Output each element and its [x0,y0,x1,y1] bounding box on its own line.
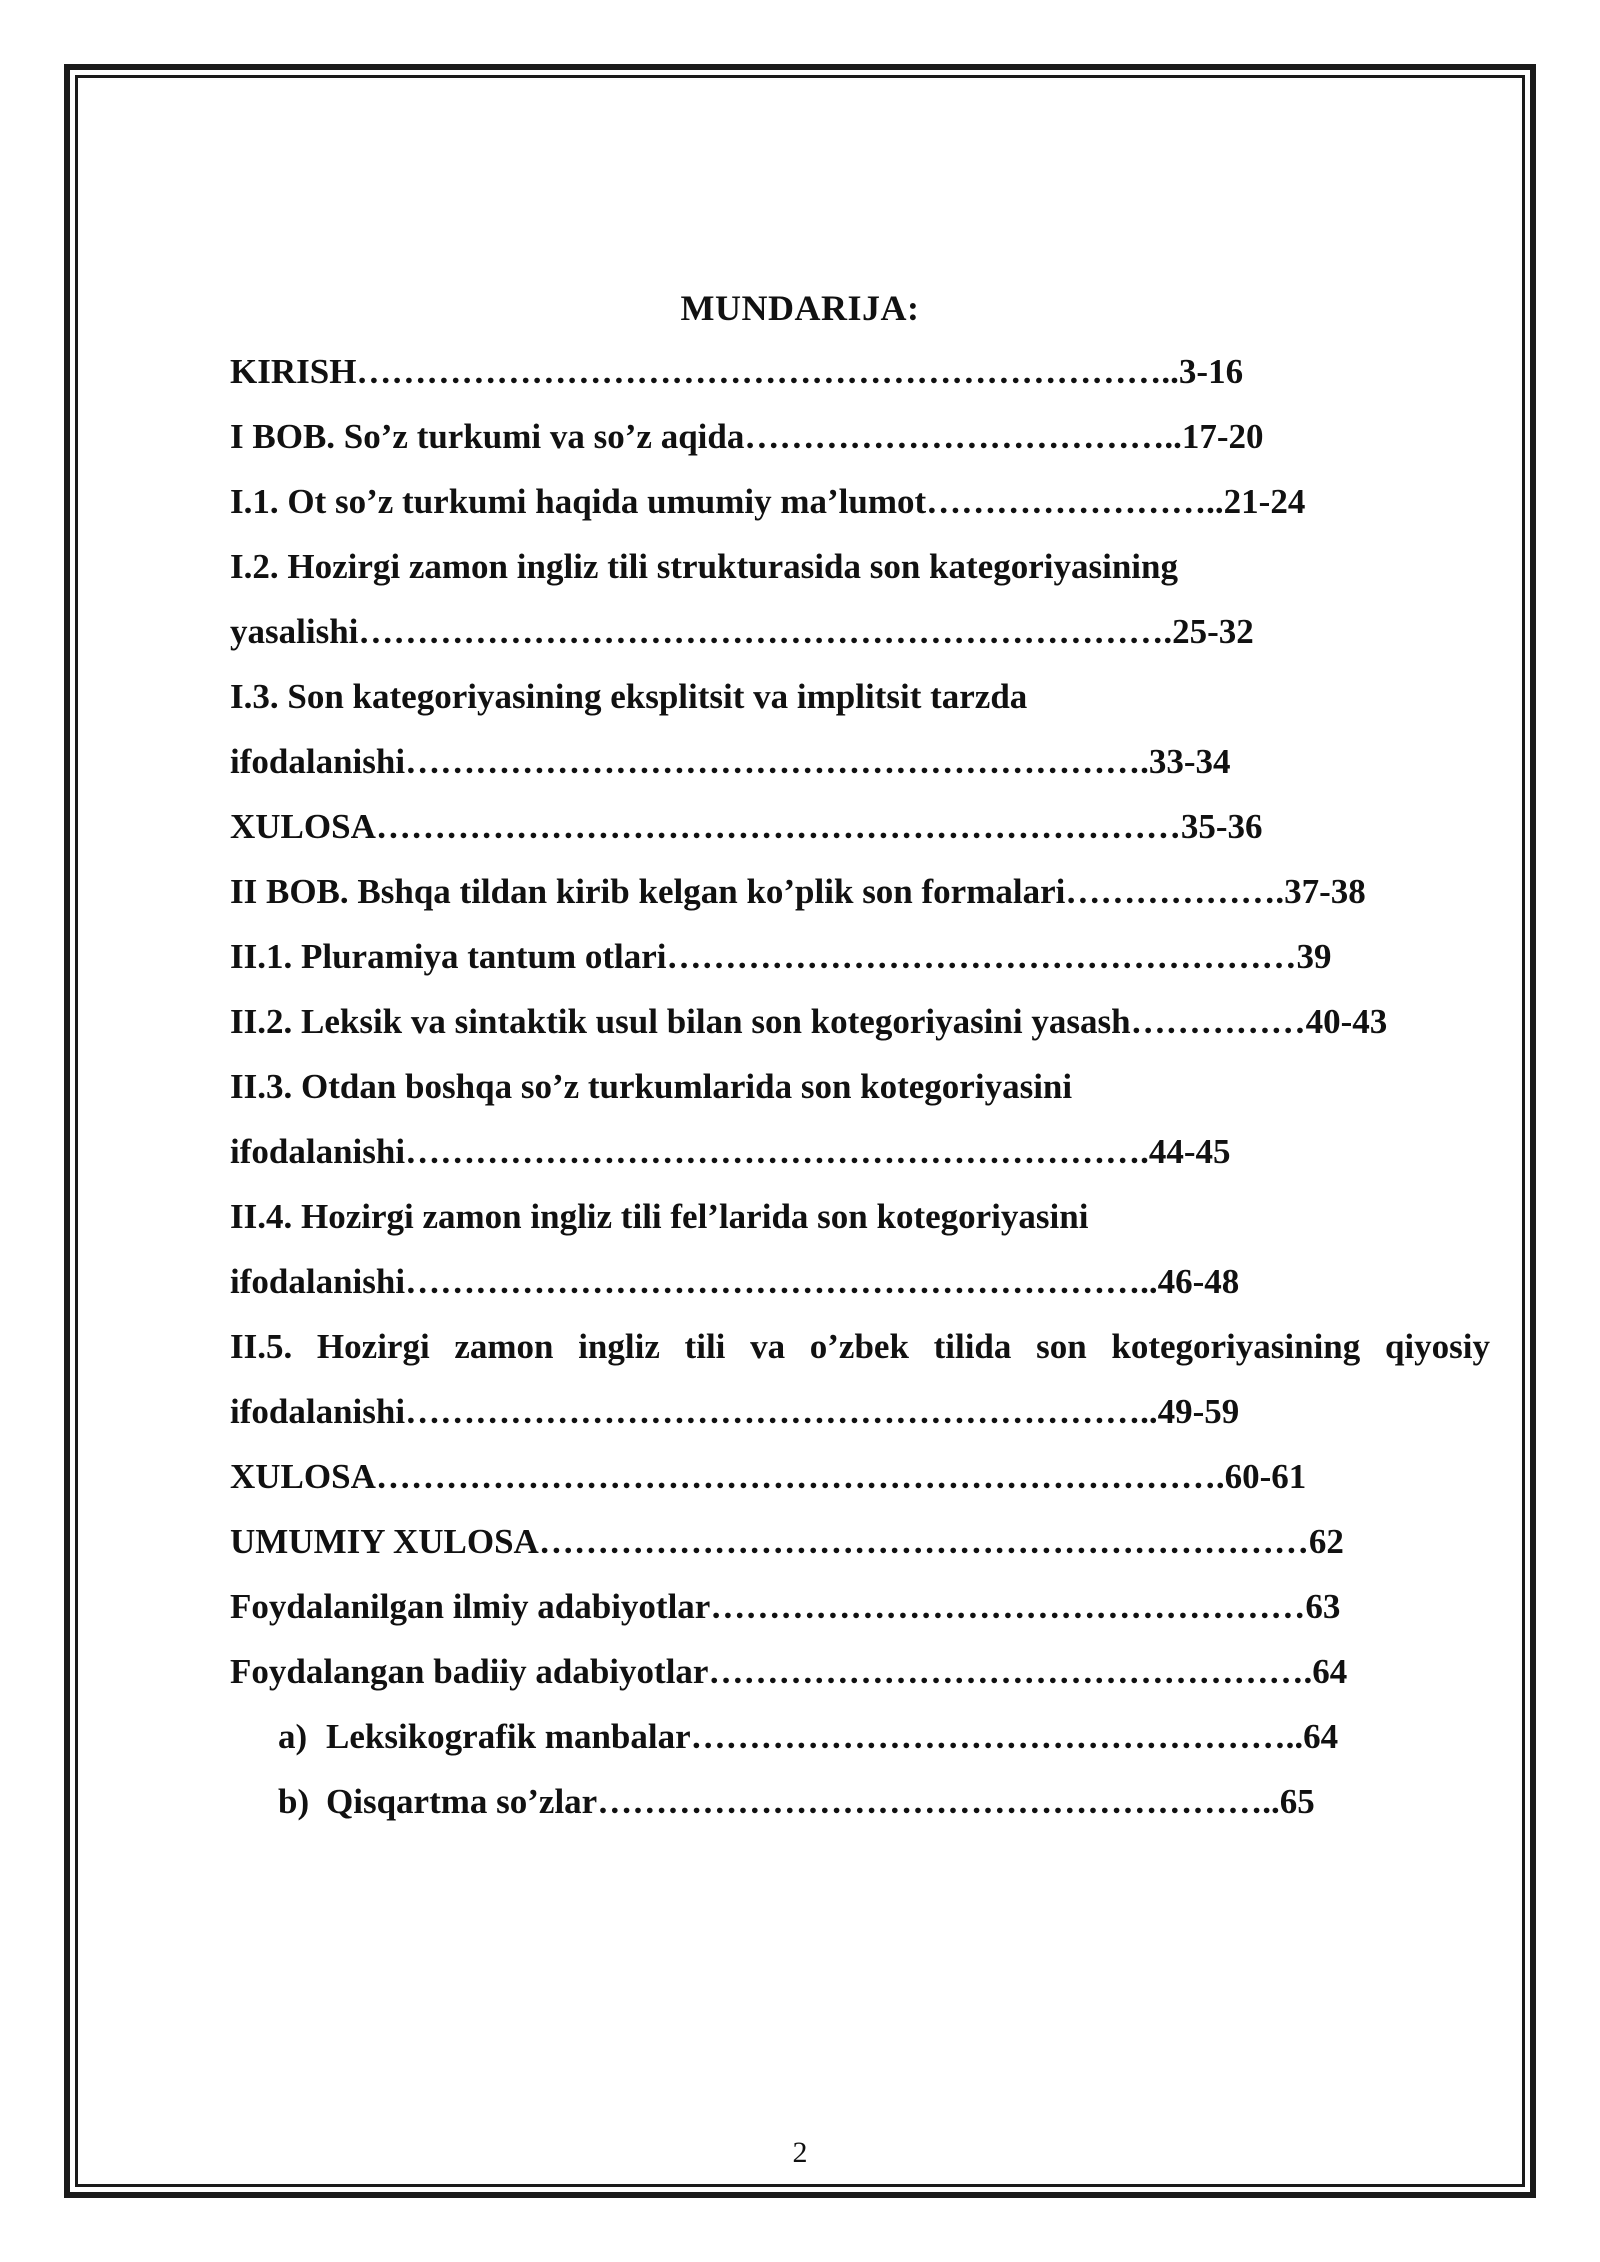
toc-subentry-abbreviations [278,1778,1315,1826]
toc-entry-section-1-1: I.1. Ot so’z turkumi haqida umumiy ma’lumot……………………..21-24 [230,482,1306,521]
toc-entry-section-2-5: II.5. Hozirgi zamon ingliz tili va o’zbek tilida son kotegoriyasining qiyosiy [230,1327,1490,1366]
toc-entry-conclusion-1: XULOSA……………………………………………………………35-36 [230,807,1263,846]
toc-entry-scientific-literature: Foydalanilgan ilmiy adabiyotlar……………………………………………63 [230,1587,1341,1626]
toc-entry-chapter-2: II BOB. Bshqa tildan kirib kelgan ko’plik son formalari……………….37-38 [230,872,1366,911]
toc-subentry-marker: a) [278,1717,308,1756]
toc-entry-section-2-1: II.1. Pluramiya tantum otlari………………………………………………39 [230,937,1332,976]
toc-entry-section-2-5-cont: ifodalanishi………………………………………………………..49-59 [230,1392,1240,1431]
toc-subentry-text: Qisqartma so’zlar…………………………………………………..65 [326,1782,1315,1821]
toc-entry-section-2-3: II.3. Otdan boshqa so’z turkumlarida son kotegoriyasini [230,1067,1073,1106]
toc-entry-section-1-2: I.2. Hozirgi zamon ingliz tili strukturasida son kategoriyasining [230,547,1178,586]
toc-entry-section-1-3: I.3. Son kategoriyasining eksplitsit va implitsit tarzda [230,677,1028,716]
toc-entry-conclusion-2: XULOSA……………………………………………………………….60-61 [230,1457,1307,1496]
toc-subentry-lexicographic [278,1713,1338,1761]
toc-subentry-marker: b) [278,1782,310,1821]
toc-entry-chapter-1: I BOB. So’z turkumi va so’z aqida………………………………..17-20 [230,417,1264,456]
toc-entry-section-2-2: II.2. Leksik va sintaktik usul bilan son kotegoriyasini yasash……………40-43 [230,1002,1388,1041]
toc-entry-section-2-4: II.4. Hozirgi zamon ingliz tili fel’larida son kotegoriyasini [230,1197,1089,1236]
toc-entry-section-1-3-cont: ifodalanishi……………………………………………………….33-34 [230,742,1231,781]
toc-subentry-text: Leksikografik manbalar……………………………………………..64 [326,1717,1339,1756]
toc-title: MUNDARIJA: [680,288,920,328]
toc-entry-fiction-literature: Foydalangan badiiy adabiyotlar…………………………………………….64 [230,1652,1348,1691]
toc-entry-kirish: KIRISH……………………………………………………………..3-16 [230,352,1244,391]
toc-entry-section-1-2-cont: yasalishi…………………………………………………………….25-32 [230,612,1254,651]
page-number: 2 [792,2136,808,2169]
toc-entry-section-2-4-cont: ifodalanishi………………………………………………………..46-48 [230,1262,1240,1301]
toc-entry-general-conclusion: UMUMIY XULOSA…………………………………………………………62 [230,1522,1344,1561]
toc-entry-section-2-3-cont: ifodalanishi……………………………………………………….44-45 [230,1132,1231,1171]
